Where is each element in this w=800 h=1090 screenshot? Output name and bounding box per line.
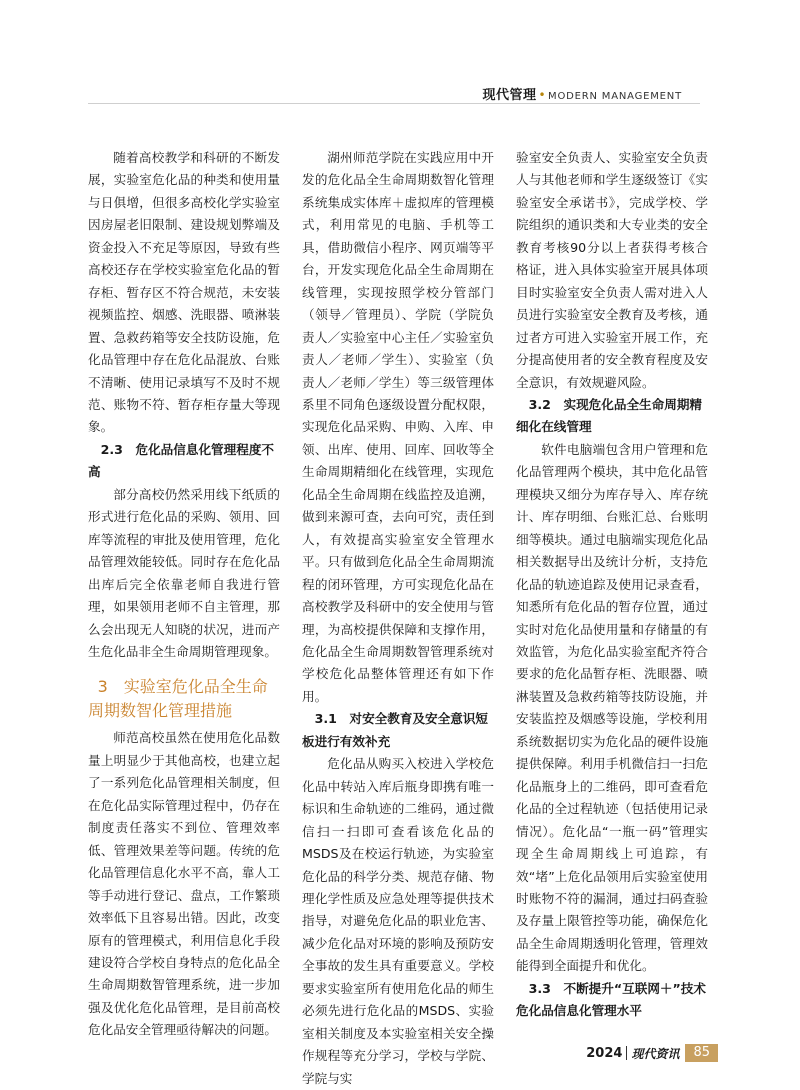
header-separator: • [538, 88, 547, 102]
paragraph: 验室安全负责人、实验室安全负责人与其他老师和学生逐级签订《实验室安全承诺书》，完成学校、学院组织的通识类和大专业类的安全教育考核90分以上者获得考核合格证，进入具体实验室开展具体项目时实验室安全负责人需对进入人员进行实验室安全教育及考核，通过者方可进入实验室开展工作，充分提高使用者的安全教育程度及安全意识，有效规避风险。 [516, 150, 708, 390]
section-heading: 3.1 对安全教育及安全意识短板进行有效补充 [302, 711, 489, 749]
text-column-middle [302, 147, 494, 1090]
header-journal-en: MODERN MANAGEMENT [548, 91, 682, 102]
paragraph: 湖州师范学院在实践应用中开发的危化品全生命周期数智化管理系统集成实体库＋虚拟库的管理模式，利用常见的电脑、手机等工具，借助微信小程序、网页端等平台，开发实现危化品全生命周期在线管理，实现按照学校分管部门（领导／管理员）、学院（学院负责人／实验室中心主任／实验室负责人／老师／学生）、实验室（负责人／老师／学生）等三级管理体系里不同角色逐级设置分配权限，实现危化品采购、申购、入库、申领、出库、使用、回库、回收等全生命周期精细化在线管理，实现危化品全生命周期在线监控及追溯，做到来源可查，去向可究，责任到人，有效提高实验室安全管理水平。只有做到危化品全生命周期流程的闭环管理，方可实现危化品在高校教学及科研中的安全使用与管理，为高校提供保障和支撑作用，危化品全生命周期数智管理系统对学校危化品整体管理还有如下作用。 [302, 150, 494, 704]
paragraph: 软件电脑端包含用户管理和危化品管理两个模块，其中危化品管理模块又细分为库存导入、库存统计、库存明细、台账汇总、台账明细等模块。通过电脑端实现危化品相关数据导出及统计分析，支持危化品的轨迹追踪及使用记录查看，知悉所有危化品的暂存位置，通过实时对危化品使用量和存储量的有效监管，为危化品实验室配齐符合要求的危化品暂存柜、洗眼器、喷淋装置及急救药箱等技防设施，并安装监控及烟感等设施，学校利用系统数据切实为危化品的硬件设施提供保障。利用手机微信扫一扫危化品瓶身上的二维码，即可查看危化品的全过程轨迹（包括使用记录情况）。危化品“一瓶一码”管理实现全生命周期线上可追踪，有效“堵”上危化品领用后实验室使用时账物不符的漏洞，通过扫码查验及存量上限管控等功能，确保危化品全生命周期透明化管理，管理效能得到全面提升和优化。 [516, 441, 708, 974]
section-heading: 3.2 实现危化品全生命周期精细化在线管理 [516, 396, 703, 435]
page-number: 85 [685, 1044, 718, 1062]
paragraph: 师范高校虽然在使用危化品数量上明显少于其他高校，也建立起了一系列危化品管理相关制度，但在危化品实际管理过程中，仍存在制度责任落实不到位、管理效率低、管理效果差等问题。传统的危化品管理信息化水平不高，靠人工等手动进行登记、盘点，工作繁琐效率低下且容易出错。因此，改变原有的管理模式，利用信息化手段建设符合学校自身特点的危化品全生命周期数智管理系统，进一步加强及优化危化品管理，是目前高校危化品安全管理亟待解决的问题。 [88, 730, 280, 1038]
paragraph: 随着高校教学和科研的不断发展，实验室危化品的种类和使用量与日俱增，但很多高校化学实验室因房屋老旧限制、建设规划弊端及资金投入不充足等原因，导致有些高校还存在学校实验室危化品的暂存柜、暂存区不符合规范，未安装视频监控、烟感、洗眼器、喷淋装置、急救药箱等安全技防设施，危化品管理中存在危化品混放、台账不清晰、使用记录填写不及时不规范、账物不符、暂存柜存量大等现象。 [88, 150, 280, 435]
section-heading: 3 实验室危化品全生命周期数智化管理措施 [88, 677, 268, 721]
header-rule [88, 103, 700, 104]
paragraph: 部分高校仍然采用线下纸质的形式进行危化品的采购、领用、回库等流程的审批及使用管理，危化品管理效能较低。同时存在危化品出库后完全依靠老师自我进行管理，如果领用老师不自主管理，那么会出现无人知晓的状况，进而产生危化品非全生命周期管理现象。 [88, 486, 280, 659]
footer-year: 2024 [586, 1045, 623, 1061]
footer-magazine-logo: 现代资讯 [631, 1046, 680, 1061]
footer-divider [626, 1046, 627, 1060]
text-column-left [88, 147, 280, 1042]
page-footer [586, 1044, 718, 1062]
paragraph: 危化品从购买入校进入学校危化品中转站入库后瓶身即携有唯一标识和生命轨迹的二维码，通过微信扫一扫即可查看该危化品的MSDS及在校运行轨迹，为实验室危化品的科学分类、规范存储、物理化学性质及应急处理等提供技术指导，对避免危化品的职业危害、减少危化品对环境的影响及预防安全事故的发生具有重要意义。学校要求实验室所有使用危化品的师生必须先进行危化品的MSDS、实验室相关制度及本实验室相关安全操作规程等充分学习，学校与学院、学院与实 [302, 756, 494, 1086]
header-journal-cn: 现代管理 [482, 88, 537, 103]
section-heading: 2.3 危化品信息化管理程度不高 [88, 441, 275, 480]
section-heading: 3.3 不断提升“互联网＋”技术危化品信息化管理水平 [516, 980, 706, 1019]
running-header [482, 84, 682, 103]
text-column-right [516, 147, 708, 1023]
